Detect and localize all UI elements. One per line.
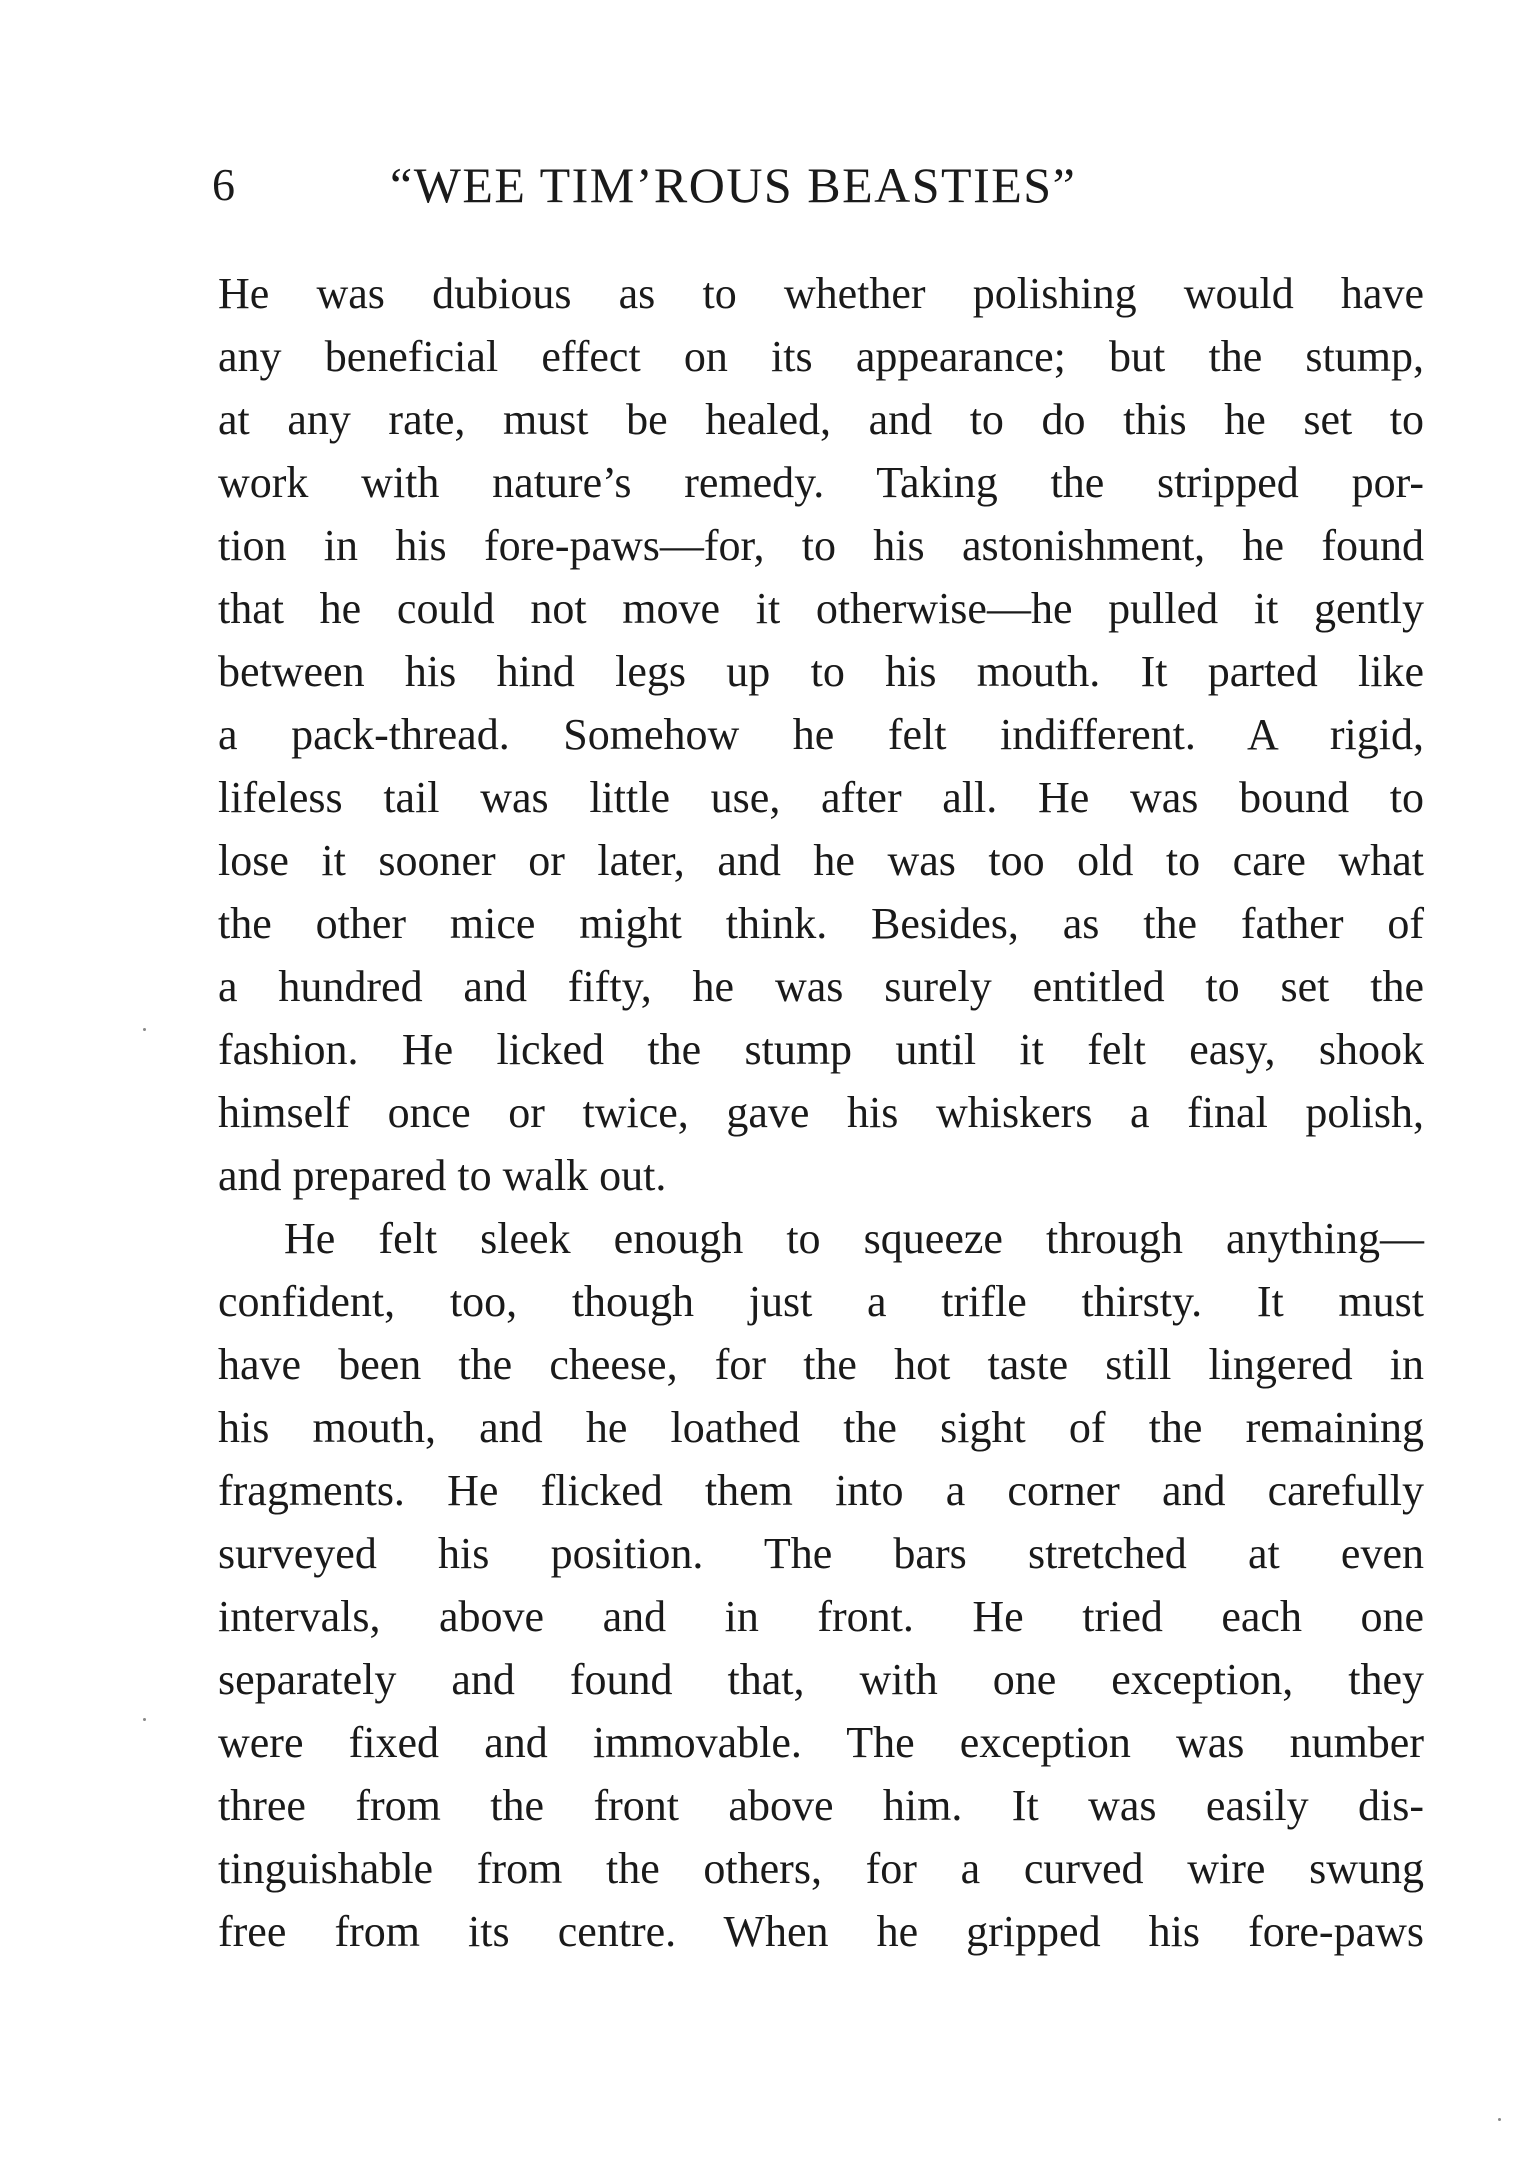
text-line: confident, too, though just a trifle thirsty. It must <box>218 1277 1424 1326</box>
text-line: and prepared to walk out. <box>218 1151 667 1200</box>
running-title: “WEE TIM’ROUS BEASTIES” <box>390 157 1077 213</box>
text-line: that he could not move it otherwise—he pulled it gently <box>218 584 1424 633</box>
text-line: any beneficial effect on its appearance; but the stump, <box>218 332 1424 381</box>
text-line: at any rate, must be healed, and to do this he set to <box>218 395 1424 444</box>
text-line: separately and found that, with one exception, they <box>218 1655 1424 1704</box>
text-line: work with nature’s remedy. Taking the stripped por- <box>218 458 1424 507</box>
text-line: surveyed his position. The bars stretched at even <box>218 1529 1424 1578</box>
text-line: have been the cheese, for the hot taste still lingered in <box>218 1340 1424 1389</box>
text-line: a hundred and fifty, he was surely entitled to set the <box>218 962 1424 1011</box>
text-line: free from its centre. When he gripped his fore-paws <box>218 1907 1424 1956</box>
text-line: were fixed and immovable. The exception was number <box>218 1718 1424 1767</box>
text-line: fashion. He licked the stump until it felt easy, shook <box>218 1025 1424 1074</box>
text-line: intervals, above and in front. He tried each one <box>218 1592 1424 1641</box>
text-line: lose it sooner or later, and he was too old to care what <box>218 836 1424 885</box>
text-line: himself once or twice, gave his whiskers a final polish, <box>218 1088 1424 1137</box>
paper-speck <box>143 1718 146 1721</box>
paper-speck <box>1498 2118 1501 2121</box>
text-line: He felt sleek enough to squeeze through anything— <box>284 1214 1424 1263</box>
text-line: his mouth, and he loathed the sight of the remaining <box>218 1403 1424 1452</box>
paragraph <box>218 262 1424 1207</box>
text-line: the other mice might think. Besides, as the father of <box>218 899 1424 948</box>
page-number: 6 <box>212 159 235 210</box>
paper-speck <box>143 1028 146 1031</box>
running-head <box>212 155 1424 215</box>
text-line: tion in his fore-paws—for, to his astonishment, he found <box>218 521 1424 570</box>
text-line: between his hind legs up to his mouth. It parted like <box>218 647 1424 696</box>
body-text <box>218 262 1424 1963</box>
text-line: tinguishable from the others, for a curved wire swung <box>218 1844 1424 1893</box>
text-line: He was dubious as to whether polishing would have <box>218 269 1424 318</box>
text-line: fragments. He flicked them into a corner and carefully <box>218 1466 1424 1515</box>
paragraph <box>218 1207 1424 1963</box>
text-line: a pack-thread. Somehow he felt indifferent. A rigid, <box>218 710 1424 759</box>
text-line: lifeless tail was little use, after all. He was bound to <box>218 773 1424 822</box>
text-line: three from the front above him. It was easily dis- <box>218 1781 1424 1830</box>
